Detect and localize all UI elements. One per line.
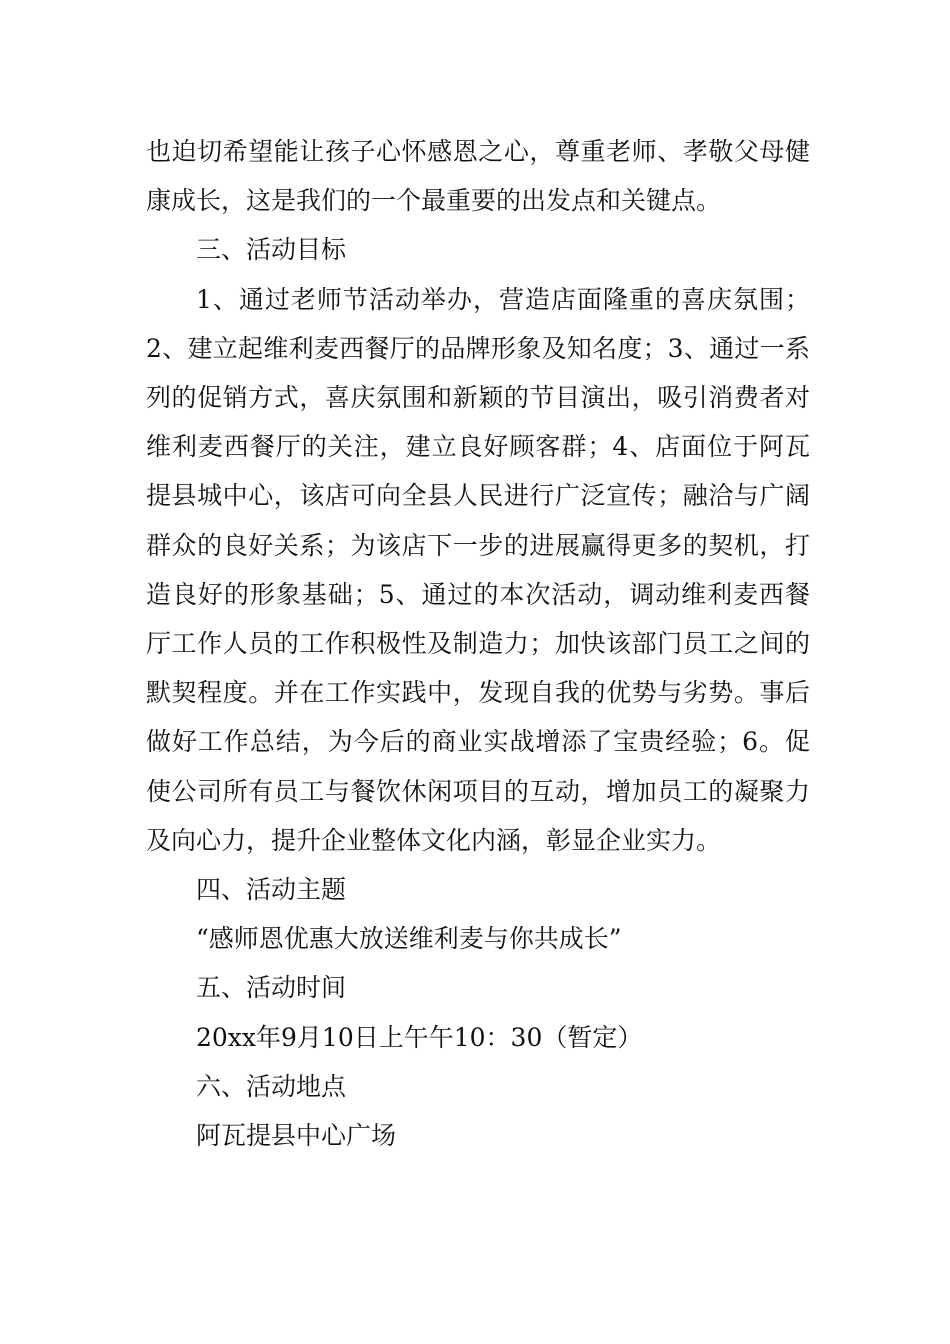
paragraph-goals: 1、通过老师节活动举办，营造店面隆重的喜庆氛围；2、建立起维利麦西餐厅的品牌形象及知名度；3、通过一系列的促销方式，喜庆氛围和新颖的节目演出，吸引消费者对维利麦西餐厅的关注，建立良好顾客群；4、店面位于阿瓦提县城中心，该店可向全县人民进行广泛宣传；融洽与广阔群众的良好关系；为该店下一步的进展赢得更多的契机，打造良好的形象基础；5、通过的本次活动，调动维利麦西餐厅工作人员的工作积极性及制造力；加快该部门员工之间的默契程度。并在工作实践中，发现自我的优势与劣势。事后做好工作总结，为今后的商业实战增添了宝贵经验；6。促使公司所有员工与餐饮休闲项目的互动，增加员工的凝聚力及向心力，提升企业整体文化内涵，彰显企业实力。: [146, 284, 810, 855]
section-heading-time: 五、活动时间: [196, 973, 347, 1003]
section-heading-goals: 三、活动目标: [196, 235, 347, 265]
paragraph-time: 20xx年9月10日上午午10：30（暂定）: [196, 1022, 643, 1052]
document-body: [146, 127, 810, 1160]
paragraph-location: 阿瓦提县中心广场: [196, 1121, 397, 1151]
section-heading-theme: 四、活动主题: [196, 875, 347, 905]
paragraph-intro-continuation: 也迫切希望能让孩子心怀感恩之心，尊重老师、孝敬父母健康成长，这是我们的一个最重要的出发点和关键点。: [146, 137, 810, 216]
section-heading-location: 六、活动地点: [196, 1071, 347, 1101]
paragraph-theme: “感师恩优惠大放送维利麦与你共成长”: [196, 924, 622, 954]
